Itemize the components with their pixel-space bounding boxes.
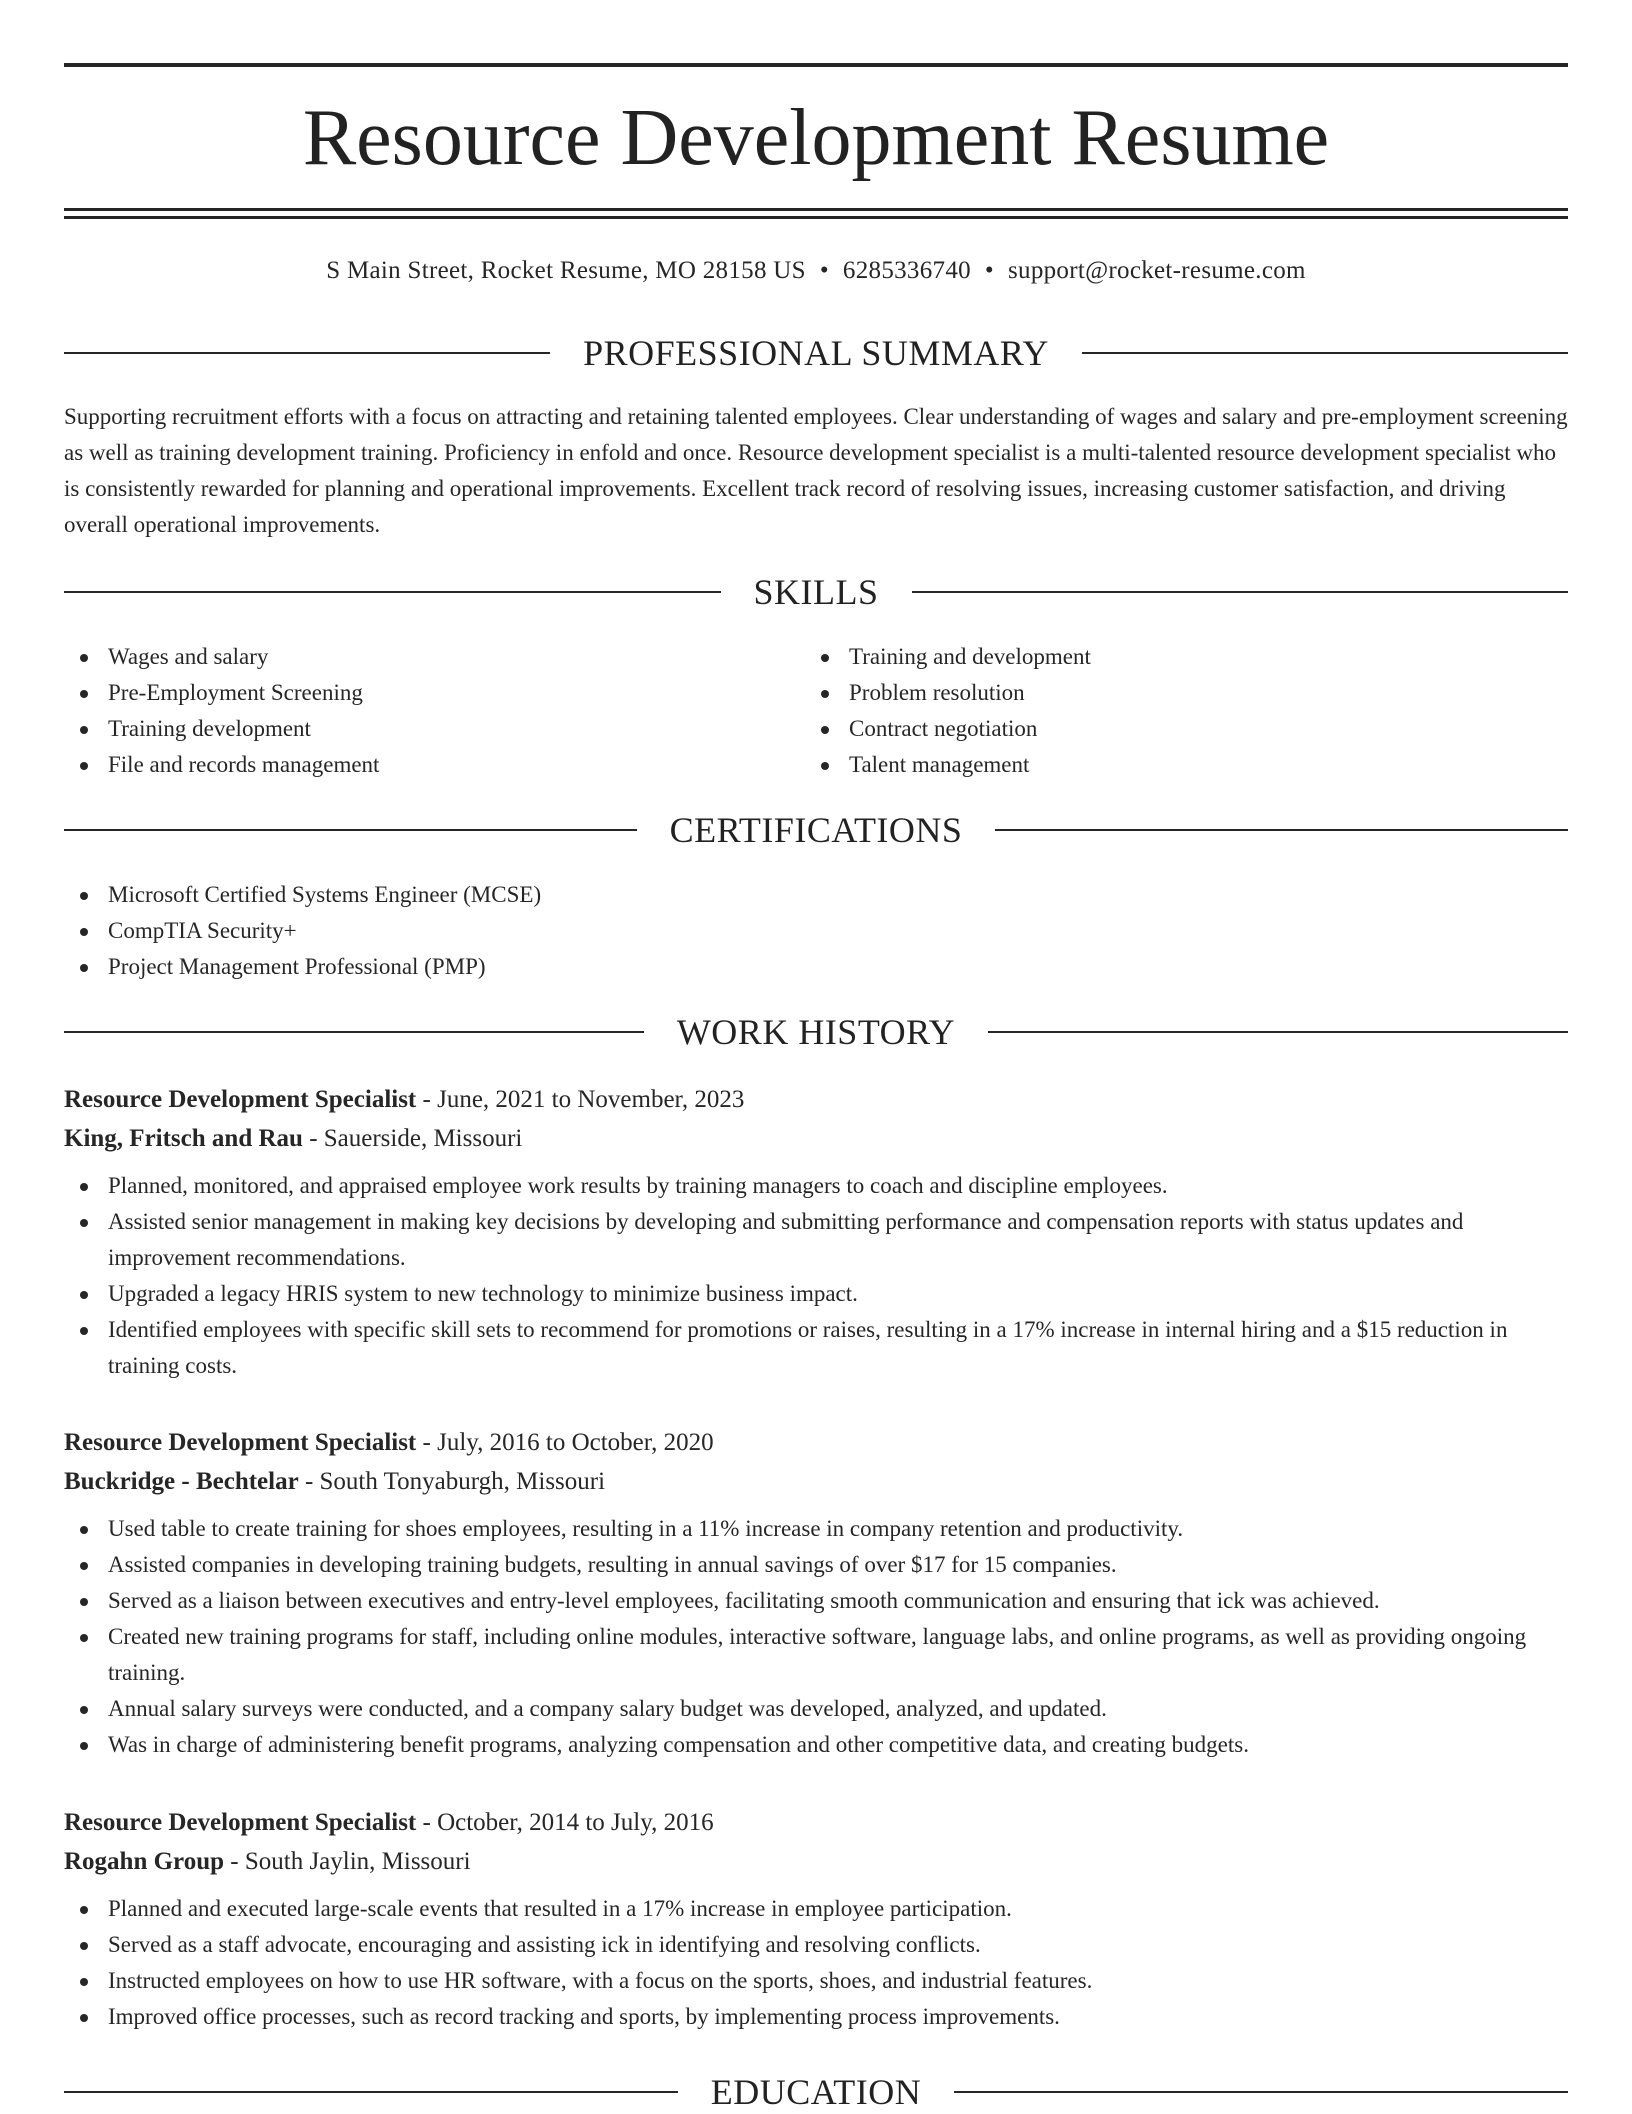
job-entry (64, 1080, 1568, 1384)
job-company-line (64, 1842, 1568, 1881)
job-title: Resource Development Specialist (64, 1809, 417, 1836)
skill-item: Training and development (805, 639, 1545, 675)
job-bullets (64, 1511, 1568, 1763)
job-bullet: Used table to create training for shoes employees, resulting in a 11% increase in company retention and productivity. (64, 1511, 1568, 1547)
summary-text: Supporting recruitment efforts with a focus on attracting and retaining talented employees. Clear understanding of wages and salary and pre-employment screening as well as training development training. Proficiency in enfold and once. Resource development specialist is a multi-talented resource development specialist who is consistently rewarded for planning and operational improvements. Excellent track record of resolving issues, increasing customer satisfaction, and driving overall operational improvements. (64, 404, 1568, 537)
job-bullets (64, 1168, 1568, 1384)
job-dates: - July, 2016 to October, 2020 (416, 1429, 714, 1456)
section-title-summary: PROFESSIONAL SUMMARY (583, 333, 1049, 373)
job-company-line (64, 1462, 1568, 1501)
section-rule-right (988, 1031, 1568, 1033)
section-rule-left (64, 1031, 644, 1033)
job-bullets (64, 1891, 1568, 2035)
job-company-line (64, 1119, 1568, 1158)
section-header-certifications (64, 808, 1568, 852)
job-role-line (64, 1803, 1568, 1842)
section-header-skills (64, 570, 1568, 614)
job-entry (64, 1803, 1568, 2035)
skill-item: Problem resolution (805, 675, 1545, 711)
job-dates: - June, 2021 to November, 2023 (416, 1086, 745, 1113)
contact-phone: 6285336740 (842, 257, 971, 284)
skills-list-right (805, 639, 1545, 783)
section-header-work (64, 1010, 1568, 1054)
section-rule-right (954, 2091, 1568, 2093)
job-bullet: Created new training programs for staff, including online modules, interactive software, language labs, and online programs, as well as providing ongoing training. (64, 1619, 1568, 1691)
job-bullet: Served as a liaison between executives and entry-level employees, facilitating smooth communication and ensuring that ick was achieved. (64, 1583, 1568, 1619)
certification-item: Project Management Professional (PMP) (64, 949, 1568, 985)
job-bullet: Assisted senior management in making key decisions by developing and submitting performance and compensation reports with status updates and improvement recommendations. (64, 1204, 1568, 1276)
job-bullet: Served as a staff advocate, encouraging and assisting ick in identifying and resolving conflicts. (64, 1927, 1568, 1963)
job-bullet: Planned, monitored, and appraised employee work results by training managers to coach and discipline employees. (64, 1168, 1568, 1204)
job-bullet: Was in charge of administering benefit programs, analyzing compensation and other competitive data, and creating budgets. (64, 1727, 1568, 1763)
skill-item: Wages and salary (64, 639, 804, 675)
skill-item: File and records management (64, 747, 804, 783)
contact-address: S Main Street, Rocket Resume, MO 28158 US (326, 257, 806, 284)
top-rule (64, 63, 1568, 67)
section-rule-left (64, 352, 550, 354)
job-company: Rogahn Group (64, 1848, 225, 1875)
contact-separator: • (819, 257, 829, 284)
job-bullet: Identified employees with specific skill sets to recommend for promotions or raises, resulting in a 17% increase in internal hiring and a $15 reduction in training costs. (64, 1312, 1568, 1384)
section-header-summary (64, 331, 1568, 375)
job-company: Buckridge - Bechtelar (64, 1468, 299, 1495)
contact-line (64, 253, 1568, 289)
job-role-line (64, 1080, 1568, 1119)
section-title-work: WORK HISTORY (676, 1012, 956, 1052)
title-rule-upper (64, 208, 1568, 211)
section-rule-right (1082, 352, 1568, 354)
section-rule-right (912, 591, 1569, 593)
section-title-skills: SKILLS (753, 572, 879, 612)
job-bullet: Assisted companies in developing training budgets, resulting in annual savings of over $17 for 15 companies. (64, 1547, 1568, 1583)
section-header-education (64, 2070, 1568, 2114)
section-rule-left (64, 829, 637, 831)
job-location: - South Jaylin, Missouri (224, 1848, 471, 1875)
section-rule-left (64, 2091, 678, 2093)
skill-item: Contract negotiation (805, 711, 1545, 747)
title-rule-lower (64, 216, 1568, 219)
contact-email[interactable]: support@rocket-resume.com (1007, 257, 1306, 284)
certifications-list (64, 877, 1568, 985)
job-location: - South Tonyaburgh, Missouri (298, 1468, 606, 1495)
section-title-education: EDUCATION (710, 2072, 922, 2112)
section-rule-left (64, 591, 721, 593)
skill-item: Pre-Employment Screening (64, 675, 804, 711)
resume-title: Resource Development Resume (302, 94, 1330, 182)
certification-item: Microsoft Certified Systems Engineer (MCSE) (64, 877, 1568, 913)
certification-item: CompTIA Security+ (64, 913, 1568, 949)
job-location: - Sauerside, Missouri (302, 1125, 523, 1152)
job-title: Resource Development Specialist (64, 1086, 417, 1113)
contact-separator: • (984, 257, 994, 284)
job-bullet: Planned and executed large-scale events that resulted in a 17% increase in employee participation. (64, 1891, 1568, 1927)
job-role-line (64, 1423, 1568, 1462)
skills-list-left (64, 639, 804, 783)
section-rule-right (995, 829, 1568, 831)
job-bullet: Annual salary surveys were conducted, and a company salary budget was developed, analyzed, and updated. (64, 1691, 1568, 1727)
job-bullet: Upgraded a legacy HRIS system to new technology to minimize business impact. (64, 1276, 1568, 1312)
section-title-certifications: CERTIFICATIONS (669, 810, 963, 850)
job-title: Resource Development Specialist (64, 1429, 417, 1456)
job-bullet: Instructed employees on how to use HR software, with a focus on the sports, shoes, and industrial features. (64, 1963, 1568, 1999)
skill-item: Training development (64, 711, 804, 747)
skill-item: Talent management (805, 747, 1545, 783)
job-company: King, Fritsch and Rau (64, 1125, 303, 1152)
job-dates: - October, 2014 to July, 2016 (416, 1809, 714, 1836)
job-bullet: Improved office processes, such as record tracking and sports, by implementing process improvements. (64, 1999, 1568, 2035)
job-entry (64, 1423, 1568, 1763)
